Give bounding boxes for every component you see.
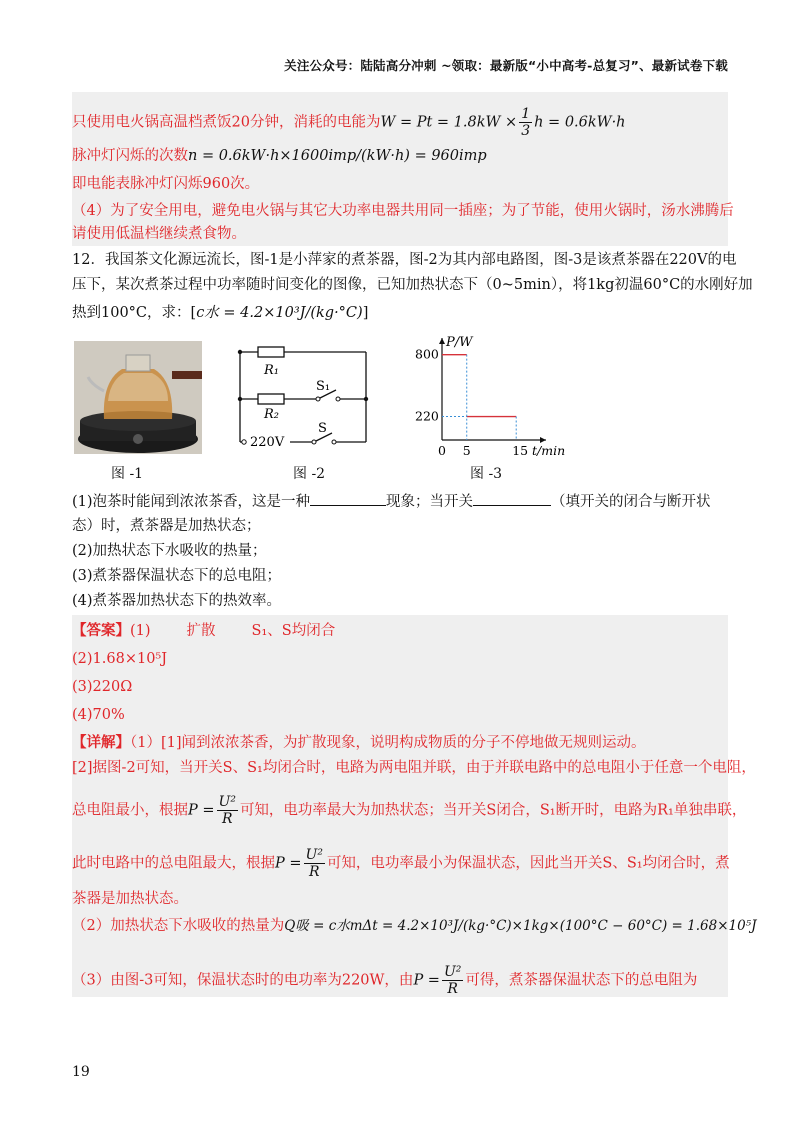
r1-label: R₁ [264,363,279,378]
detail-d3-a: 总电阻最小，根据 [72,802,188,819]
s-label: S [318,421,327,436]
sub-question-1 [72,491,711,512]
r2-label: R₂ [264,407,279,422]
detail-d4-b: 可知，电功率最小为保温状态，因此当开关S、S₁均闭合时，煮 [326,855,730,872]
sub1-text-a: (1)泡茶时能闻到浓浓茶香，这是一种 [72,494,311,510]
frac-num: 1 [521,106,531,122]
prev-line1-text: 只使用电火锅高温档煮饭20分钟，消耗的电能为 [72,114,381,131]
prev-line1-formula-a: W = Pt = 1.8kW × [380,114,518,131]
y-tick-label: 800 [415,346,439,362]
detail-line7 [72,964,697,997]
detail-d3-b: 可知，电功率最大为加热状态；当开关S闭合，S₁断开时，电路为R₁单独串联， [239,802,747,819]
formula-u2-3: U² [443,964,462,980]
detail-d4-a: 此时电路中的总电阻最大，根据 [72,855,275,872]
y-axis-arrow [439,338,445,344]
prev-answer-line1 [72,106,626,139]
x-tick-label: 15 [512,443,529,458]
x-tick-label: 0 [438,443,446,458]
detail-d7-b: 可得，煮茶器保温状态下的总电阻为 [465,972,698,989]
formula-r-3: R [447,981,458,997]
question-line2: 压下，某次煮茶过程中功率随时间变化的图像，已知加热状态下（0~5min），将1kg初温60°C的水刚好加 [72,277,753,293]
circuit-diagram [232,342,372,454]
resistor-r2 [258,394,284,404]
formula-u2-over-r-3 [442,964,463,997]
y-tick-label: 220 [415,408,439,424]
detail-d1: （1）[1]闻到浓浓茶香，为扩散现象，说明构成物质的分子不停地做无规则运动。 [130,735,646,751]
prev-answer-line4: （4）为了安全用电，避免电火锅与其它大功率电器共用同一插座；为了节能，使用火锅时，汤水沸腾后 [72,203,734,219]
prev-line2-formula: n = 0.6kW·h×1600imp/(kW·h) = 960imp [188,148,487,164]
prev-answer-line5: 请使用低温档继续煮食物。 [72,226,246,242]
question-line3-end: ] [362,305,369,321]
y-axis-label: P/W [446,335,473,350]
question-line1: 12．我国茶文化源远流长，图-1是小萍家的煮茶器，图-2为其内部电路图，图-3是该煮茶器在220V的电 [72,252,737,268]
sub-question-3: (3)煮茶器保温状态下的总电阻； [72,568,282,584]
chart-marks [442,355,516,440]
blank-phenomenon[interactable] [310,491,386,506]
prev-line1-fraction [519,106,532,139]
detail-d6-formula: Q吸 = c水mΔt = 4.2×10³J/(kg·°C)×1kg×(100°C − 60°C) = 1.68×10⁵J [284,918,757,934]
x-tick-label: 5 [462,443,471,458]
answer-line3: (3)220Ω [72,679,133,695]
detail-line3 [72,794,746,827]
sub-question-1-cont: 态）时，煮茶器是加热状态； [72,518,261,534]
blank-switch-state[interactable] [473,491,551,506]
detail-d7-a: （3）由图-3可知，保温状态时的电功率为220W，由 [72,972,414,989]
detail-label: 【详解】 [72,734,130,751]
fig2-caption: 图 -2 [293,466,326,482]
sub1-text-b: 现象；当开关 [386,494,474,510]
formula-u2-over-r-2 [304,847,325,880]
formula-r-2: R [308,864,320,880]
sub-question-4: (4)煮茶器加热状态下的热效率。 [72,593,282,609]
formula-p-2: P = [275,855,302,872]
formula-u2-over-r [217,794,238,827]
detail-line4 [72,847,730,880]
voltage-label: 220V [250,435,285,450]
sub-question-2: (2)加热状态下水吸收的热量； [72,543,267,559]
formula-u2: U² [218,794,236,810]
formula-u2-2: U² [305,847,323,863]
fig3-caption: 图 -3 [470,466,503,482]
answer-line4: (4)70% [72,707,125,723]
prev-line1-formula-b: h = 0.6kW·h [534,114,626,131]
question-line3 [72,303,368,323]
prev-answer-line2 [72,146,487,166]
power-time-chart [412,334,566,458]
detail-line5: 茶器是加热状态。 [72,891,188,907]
question-line3-text: 热到100°C，求：[ [72,305,197,321]
sub1-text-c: （填开关的闭合与断开状 [551,494,711,510]
x-axis-label: t/min [532,443,566,458]
answer-line2: (2)1.68×10⁵J [72,651,168,667]
tea-maker-photo [74,341,202,454]
fig1-caption: 图 -1 [111,466,144,482]
page-number: 19 [72,1064,90,1080]
frac-den: 3 [521,123,531,139]
s1-label: S₁ [316,379,331,394]
answer-label: 【答案】 [72,622,130,639]
detail-d6-a: （2）加热状态下水吸收的热量为 [72,918,285,934]
answer-line1 [72,621,335,641]
formula-p: P = [188,802,215,819]
detail-line6 [72,916,757,936]
specific-heat-formula: c水 = 4.2×10³J/(kg·°C) [196,305,363,321]
chart-axes [439,338,546,443]
formula-r: R [221,811,233,827]
prev-answer-line3: 即电能表脉冲灯闪烁960次。 [72,176,260,192]
prev-line2-text: 脉冲灯闪烁的次数 [72,148,188,164]
resistor-r1 [258,347,284,357]
formula-p-3: P = [413,972,440,989]
answer-1-part2: S₁、S均闭合 [251,623,336,639]
answer-1-num: (1) [130,623,151,639]
detail-line1 [72,733,646,753]
page-header: 关注公众号：陆陆高分冲刺 ~领取：最新版“小中高考-总复习”、最新试卷下载 [284,58,728,73]
detail-line2: [2]据图-2可知，当开关S、S₁均闭合时，电路为两电阻并联，由于并联电路中的总电阻小于任意一个电阻， [72,760,756,776]
answer-1-part1: 扩散 [186,623,216,639]
